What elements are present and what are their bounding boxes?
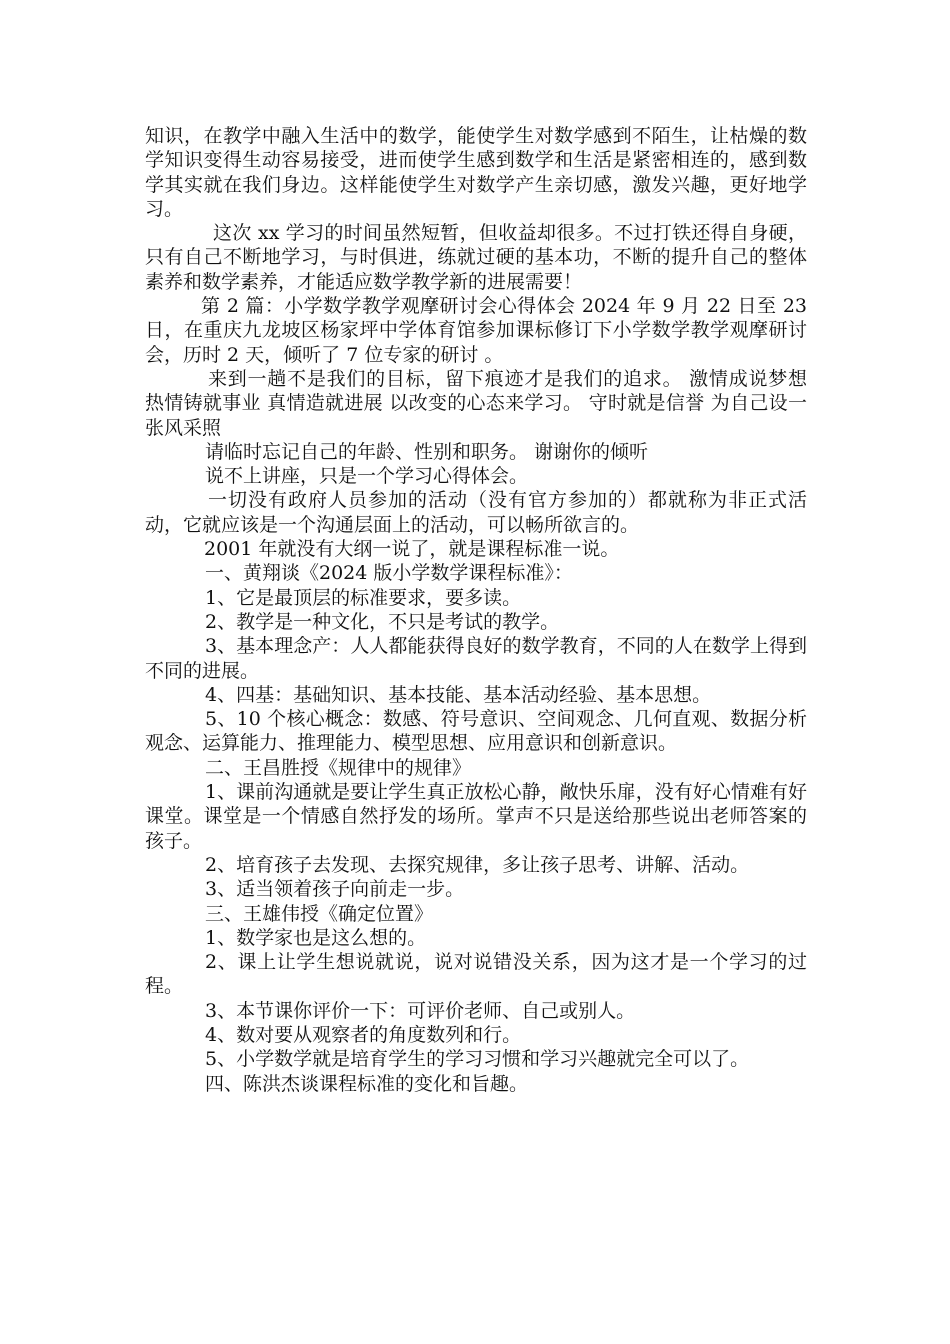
list-item: 3、适当领着孩子向前走一步。 bbox=[205, 878, 465, 901]
list-item: 4、数对要从观察者的角度数列和行。 bbox=[205, 1023, 522, 1046]
list-item: 2、课上让学生想说就说，说对说错没关系，因为这才是一个学习的过程。 bbox=[145, 951, 807, 998]
list-item: 3、本节课你评价一下：可评价老师、自己或别人。 bbox=[205, 999, 636, 1022]
list-item: 5、10 个核心概念：数感、符号意识、空间观念、几何直观、数据分析观念、运算能力、推理能力、模型思想、应用意识和创新意识。 bbox=[145, 708, 807, 755]
paragraph-article-2-intro: 第 2 篇：小学数学教学观摩研讨会心得体会 2024 年 9 月 22 日至 23 日，在重庆九龙坡区杨家坪中学体育馆参加课标修订下小学数学教学观摩研讨会，历时 2 天，倾听了 7 位专家的研讨 。 bbox=[145, 295, 807, 366]
list-item: 5、小学数学就是培育学生的学习习惯和学习兴趣就完全可以了。 bbox=[205, 1048, 750, 1071]
list-item: 3、基本理念产：人人都能获得良好的数学教育，不同的人在数学上得到不同的进展。 bbox=[145, 635, 807, 682]
list-item: 1、它是最顶层的标准要求，要多读。 bbox=[205, 586, 522, 609]
paragraph-summary: 这次 xx 学习的时间虽然短暂，但收益却很多。不过打铁还得自身硬，只有自己不断地学习，与时俱进，练就过硬的基本功，不断的提升自己的整体素养和数学素养，才能适应数学教学新的进展需要！ bbox=[145, 222, 807, 293]
paragraph-motto: 来到一趟不是我们的目标，留下痕迹才是我们的追求。 激情成说梦想 热情铸就事业 真情造就进展 以改变的心态来学习。 守时就是信誉 为自己设一张风采照 bbox=[145, 367, 807, 439]
list-item: 4、四基：基础知识、基本技能、基本活动经验、基本思想。 bbox=[205, 683, 712, 706]
section-heading-1: 一、黄翔谈《2024 版小学数学课程标准》： bbox=[205, 562, 573, 585]
list-item: 1、数学家也是这么想的。 bbox=[205, 926, 427, 949]
section-heading-3: 三、王雄伟授《确定位置》 bbox=[205, 902, 434, 925]
paragraph-note: 说不上讲座，只是一个学习心得体会。 bbox=[205, 465, 529, 488]
paragraph-continuation: 知识，在教学中融入生活中的数学，能使学生对数学感到不陌生，让枯燥的数学知识变得生动容易接受，进而使学生感到数学和生活是紧密相连的，感到数学其实就在我们身边。这样能使学生对数学产生亲切感，激发兴趣，更好地学习。 bbox=[145, 125, 807, 220]
list-item: 2、培育孩子去发现、去探究规律，多让孩子思考、讲解、活动。 bbox=[205, 853, 750, 876]
section-heading-4: 四、陈洪杰谈课程标准的变化和旨趣。 bbox=[205, 1072, 529, 1095]
document-body bbox=[145, 124, 807, 1096]
paragraph-curriculum-standard: 2001 年就没有大纲一说了，就是课程标准一说。 bbox=[204, 538, 620, 561]
section-heading-2: 二、王昌胜授《规律中的规律》 bbox=[205, 756, 472, 779]
paragraph-request: 请临时忘记自己的年龄、性别和职务。 谢谢你的倾听 bbox=[205, 440, 649, 463]
list-item: 1、课前沟通就是要让学生真正放松心静，敞快乐扉，没有好心情难有好课堂。课堂是一个情感自然抒发的场所。掌声不只是送给那些说出老师答案的孩子。 bbox=[145, 781, 807, 852]
paragraph-informal-activity: 一切没有政府人员参加的活动（没有官方参加的）都就称为非正式活动，它就应该是一个沟通层面上的活动，可以畅所欲言的。 bbox=[145, 489, 807, 536]
list-item: 2、教学是一种文化，不只是考试的教学。 bbox=[205, 610, 560, 633]
